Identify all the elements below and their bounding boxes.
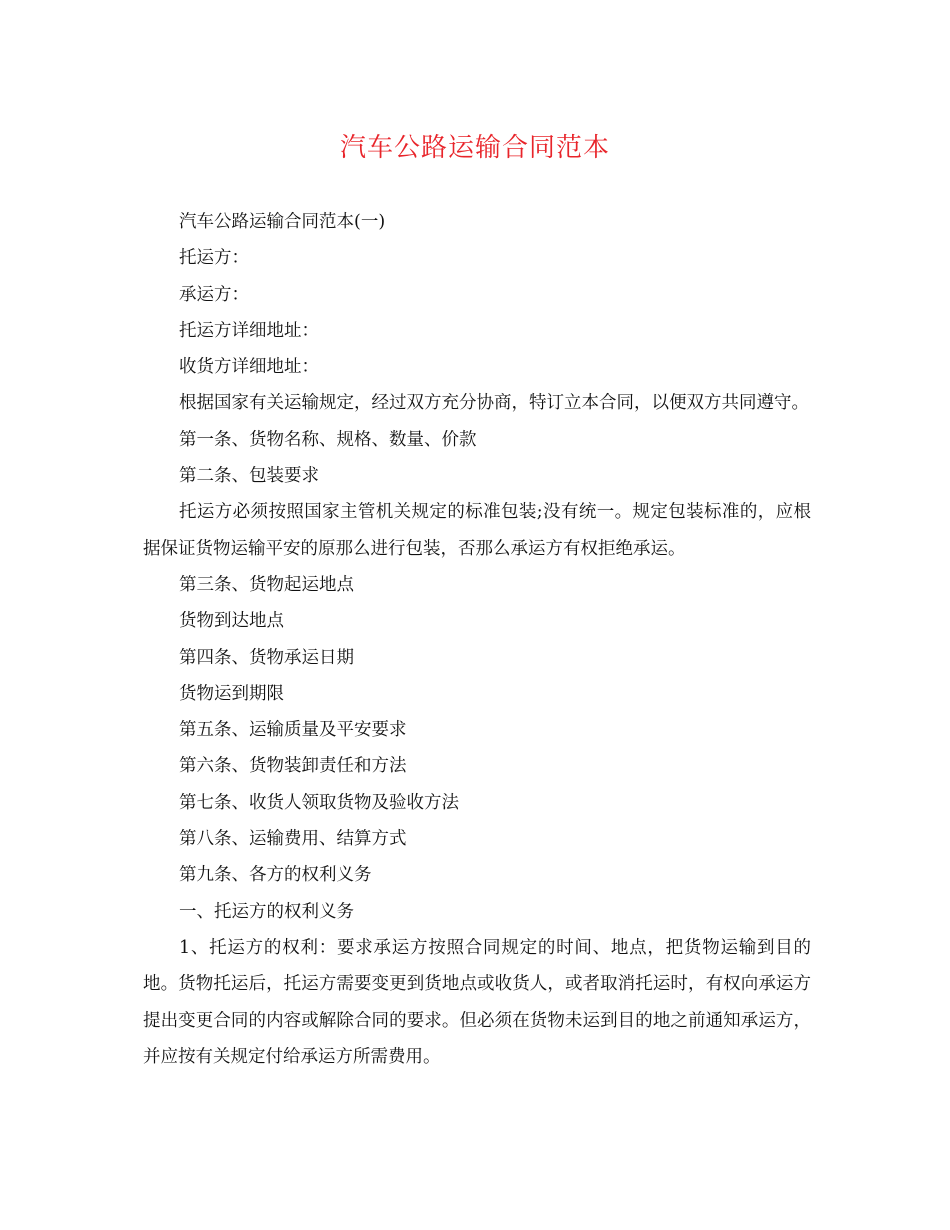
document-body — [143, 204, 811, 1075]
article-1-heading: 第一条、货物名称、规格、数量、价款 — [179, 429, 477, 450]
consignee-address-field: 收货方详细地址： — [179, 357, 319, 378]
shipper-field: 托运方： — [179, 248, 249, 269]
article-2-heading: 第二条、包装要求 — [179, 466, 319, 487]
article-7-heading: 第七条、收货人领取货物及验收方法 — [179, 792, 459, 813]
article-8-heading: 第八条、运输费用、结算方式 — [179, 829, 407, 850]
shipper-address-field: 托运方详细地址： — [179, 320, 319, 341]
article-9-heading: 第九条、各方的权利义务 — [179, 865, 372, 886]
article-6-heading: 第六条、货物装卸责任和方法 — [179, 756, 407, 777]
shipper-rights-paragraph: 1、托运方的权利：要求承运方按照合同规定的时间、地点，把货物运输到目的地。货物托运后，托运方需要变更到货地点或收货人，或者取消托运时，有权向承运方提出变更合同的内容或解除合同的要求。但必须在货物未运到目的地之前通知承运方，并应按有关规定付给承运方所需费用。 — [143, 937, 811, 1067]
preamble-paragraph: 根据国家有关运输规定，经过双方充分协商，特订立本合同，以便双方共同遵守。 — [179, 393, 809, 414]
article-4-heading: 第四条、货物承运日期 — [179, 647, 354, 668]
document-title: 汽车公路运输合同范本 — [339, 133, 610, 163]
delivery-deadline-line: 货物运到期限 — [179, 683, 284, 704]
carrier-field: 承运方： — [179, 284, 249, 305]
article-3-heading: 第三条、货物起运地点 — [179, 574, 354, 595]
packaging-paragraph: 托运方必须按照国家主管机关规定的标准包装;没有统一。规定包装标准的，应根据保证货物运输平安的原那么进行包装，否那么承运方有权拒绝承运。 — [143, 502, 811, 559]
arrival-location-line: 货物到达地点 — [179, 611, 284, 632]
article-5-heading: 第五条、运输质量及平安要求 — [179, 720, 407, 741]
shipper-rights-heading: 一、托运方的权利义务 — [179, 901, 354, 922]
contract-subtitle: 汽车公路运输合同范本(一) — [179, 212, 386, 232]
